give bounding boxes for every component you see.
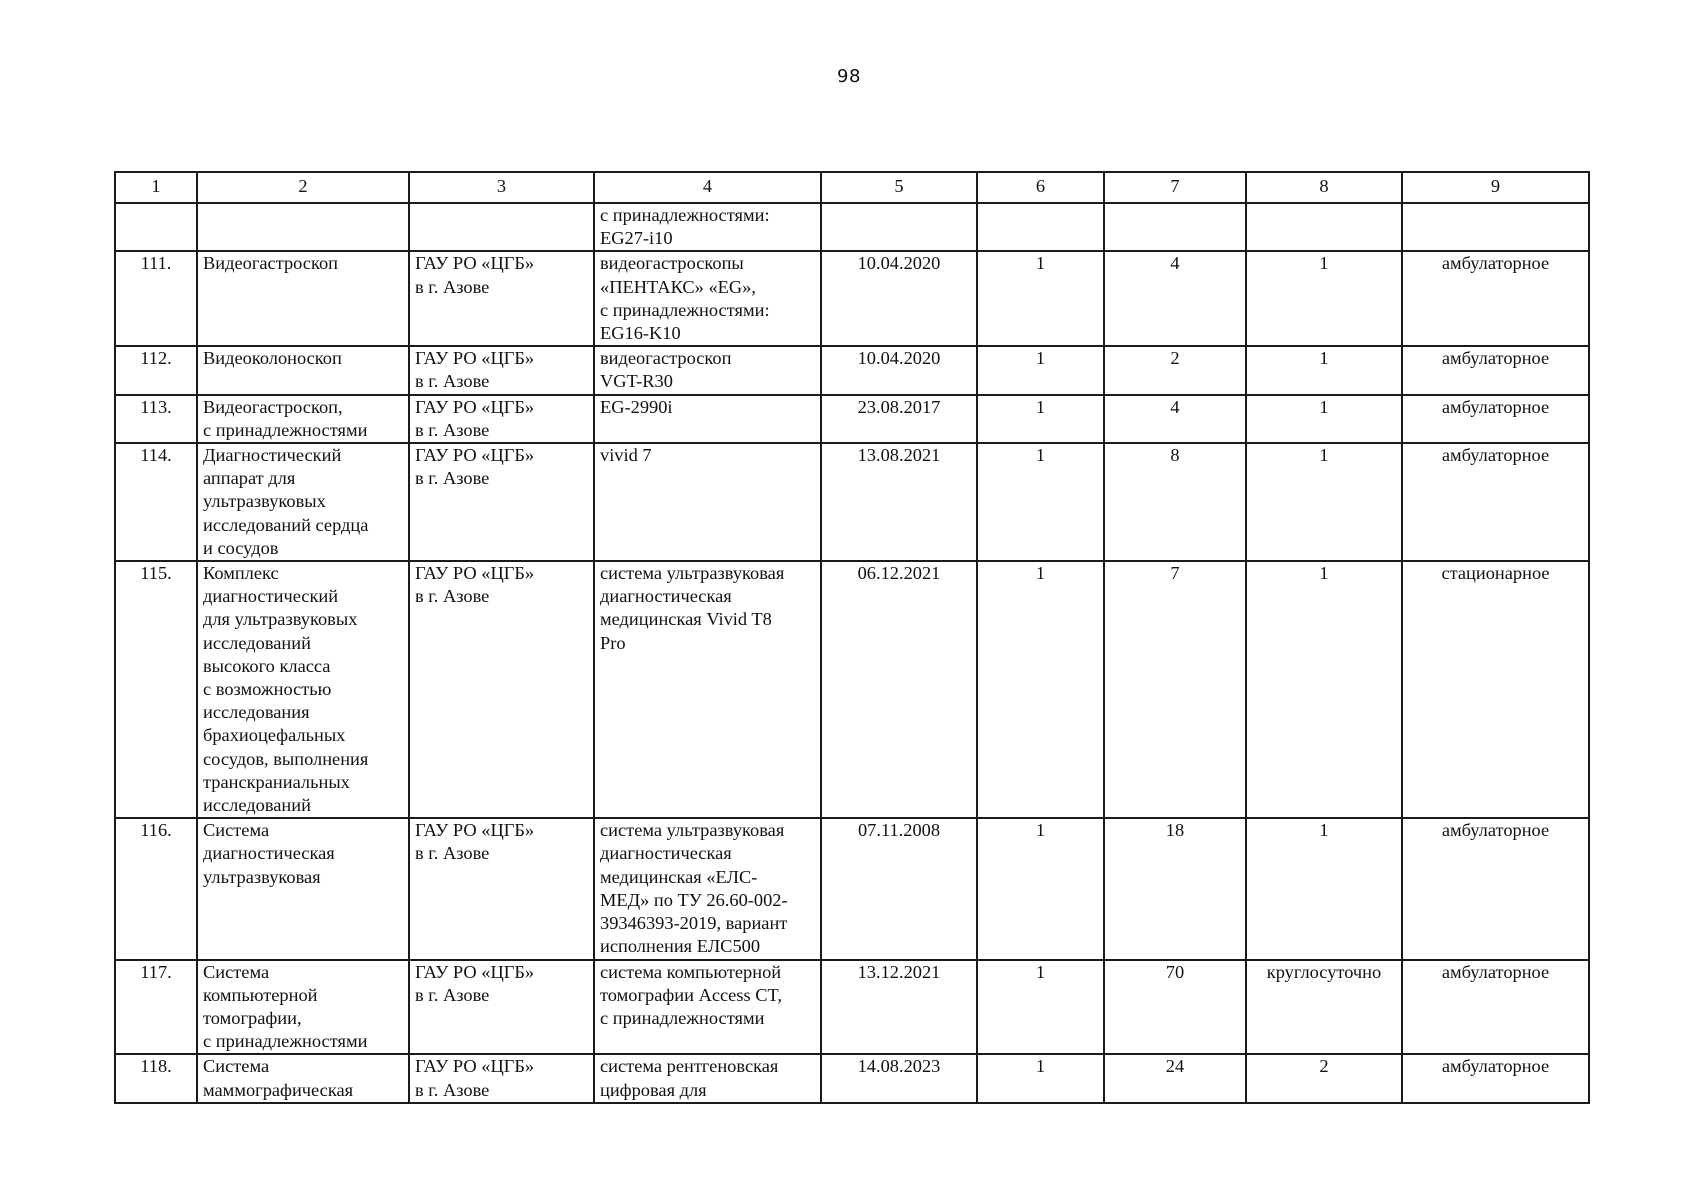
header-cell: 1 (115, 172, 197, 203)
quantity (977, 203, 1104, 251)
model-line: диагностическая (600, 586, 732, 607)
quantity: 1 (977, 1054, 1104, 1102)
organization-line: в г. Азове (415, 843, 490, 864)
model-line: с принадлежностями (600, 1007, 765, 1028)
row-number: 113. (115, 395, 197, 443)
care-mode: амбулаторное (1402, 395, 1589, 443)
service-years: 70 (1104, 960, 1246, 1055)
equipment-name-line: высокого класса (203, 655, 331, 676)
quantity: 1 (977, 960, 1104, 1055)
quantity: 1 (977, 395, 1104, 443)
model (594, 443, 821, 561)
equipment-name-line: Видеоколоноскоп (203, 348, 342, 369)
table-row (115, 251, 1589, 346)
organization (409, 346, 594, 394)
model-line: система ультразвуковая (600, 563, 785, 584)
equipment-name (197, 395, 409, 443)
row-number: 114. (115, 443, 197, 561)
model-line: система рентгеновская (600, 1056, 779, 1077)
model-line: медицинская «ЕЛС- (600, 866, 758, 887)
equipment-name-line: аппарат для (203, 468, 296, 489)
equipment-name (197, 203, 409, 251)
service-years: 2 (1104, 346, 1246, 394)
shift: 1 (1246, 346, 1402, 394)
service-years: 24 (1104, 1054, 1246, 1102)
quantity: 1 (977, 346, 1104, 394)
organization (409, 443, 594, 561)
service-years: 4 (1104, 395, 1246, 443)
equipment-name-line: Комплекс (203, 563, 279, 584)
shift: 1 (1246, 251, 1402, 346)
model-line: EG16-K10 (600, 323, 681, 344)
table-row (115, 443, 1589, 561)
equipment-name-line: исследований сердца (203, 514, 369, 535)
model-line: система ультразвуковая (600, 820, 785, 841)
organization-line: в г. Азове (415, 276, 490, 297)
service-years (1104, 203, 1246, 251)
header-cell: 7 (1104, 172, 1246, 203)
equipment-name-line: с принадлежностями (203, 419, 368, 440)
equipment-name-line: Диагностический (203, 445, 342, 466)
model-line: система компьютерной (600, 961, 782, 982)
organization-line: ГАУ РО «ЦГБ» (415, 1056, 535, 1077)
commission-date: 07.11.2008 (821, 818, 977, 959)
model-line: EG-2990i (600, 396, 673, 417)
organization (409, 1054, 594, 1102)
quantity: 1 (977, 818, 1104, 959)
organization-line: ГАУ РО «ЦГБ» (415, 396, 535, 417)
service-years: 18 (1104, 818, 1246, 959)
equipment-name (197, 1054, 409, 1102)
shift: 1 (1246, 443, 1402, 561)
equipment-name (197, 960, 409, 1055)
row-number: 116. (115, 818, 197, 959)
equipment-name (197, 561, 409, 818)
care-mode: амбулаторное (1402, 443, 1589, 561)
equipment-name-line: маммографическая (203, 1079, 354, 1100)
care-mode: амбулаторное (1402, 251, 1589, 346)
model (594, 1054, 821, 1102)
header-cell: 9 (1402, 172, 1589, 203)
model-line: диагностическая (600, 843, 732, 864)
row-number (115, 203, 197, 251)
organization-line: в г. Азове (415, 984, 490, 1005)
equipment-name-line: ультразвуковых (203, 491, 326, 512)
model-line: «ПЕНТАКС» «EG», (600, 276, 756, 297)
care-mode (1402, 203, 1589, 251)
equipment-name (197, 346, 409, 394)
organization (409, 203, 594, 251)
equipment-name-line: исследований (203, 632, 311, 653)
commission-date: 10.04.2020 (821, 251, 977, 346)
organization (409, 818, 594, 959)
table-row (115, 1054, 1589, 1102)
table-row (115, 346, 1589, 394)
organization (409, 561, 594, 818)
model-line: с принадлежностями: (600, 205, 770, 225)
service-years: 4 (1104, 251, 1246, 346)
quantity: 1 (977, 561, 1104, 818)
table-row (115, 561, 1589, 818)
commission-date: 14.08.2023 (821, 1054, 977, 1102)
organization (409, 395, 594, 443)
commission-date: 13.12.2021 (821, 960, 977, 1055)
commission-date: 13.08.2021 (821, 443, 977, 561)
model-line: исполнения ЕЛС500 (600, 936, 761, 957)
row-number: 117. (115, 960, 197, 1055)
shift: 1 (1246, 561, 1402, 818)
care-mode: амбулаторное (1402, 1054, 1589, 1102)
organization-line: ГАУ РО «ЦГБ» (415, 563, 535, 584)
shift: 1 (1246, 395, 1402, 443)
commission-date: 23.08.2017 (821, 395, 977, 443)
equipment-name-line: Видеогастроскоп, (203, 396, 343, 417)
commission-date: 06.12.2021 (821, 561, 977, 818)
header-cell: 5 (821, 172, 977, 203)
shift (1246, 203, 1402, 251)
equipment-name (197, 818, 409, 959)
model (594, 818, 821, 959)
model-line: EG27-i10 (600, 228, 673, 249)
organization-line: ГАУ РО «ЦГБ» (415, 820, 535, 841)
equipment-name-line: компьютерной (203, 984, 318, 1005)
service-years: 8 (1104, 443, 1246, 561)
header-cell: 4 (594, 172, 821, 203)
model-line: цифровая для (600, 1079, 707, 1100)
quantity: 1 (977, 443, 1104, 561)
equipment-name-line: исследований (203, 795, 311, 816)
organization-line: в г. Азове (415, 468, 490, 489)
header-cell: 2 (197, 172, 409, 203)
care-mode: амбулаторное (1402, 960, 1589, 1055)
table-row (115, 395, 1589, 443)
model (594, 561, 821, 818)
commission-date (821, 203, 977, 251)
equipment-name-line: брахиоцефальных (203, 725, 346, 746)
header-cell: 8 (1246, 172, 1402, 203)
service-years: 7 (1104, 561, 1246, 818)
row-number: 118. (115, 1054, 197, 1102)
care-mode: амбулаторное (1402, 818, 1589, 959)
table-header-row (115, 172, 1589, 203)
row-number: 112. (115, 346, 197, 394)
organization (409, 251, 594, 346)
equipment-name-line: Система (203, 1056, 270, 1077)
equipment-name (197, 251, 409, 346)
model-line: томографии Access CT, (600, 984, 782, 1005)
equipment-table (114, 171, 1590, 1104)
equipment-name-line: ультразвуковая (203, 866, 321, 887)
model (594, 395, 821, 443)
model (594, 251, 821, 346)
organization-line: в г. Азове (415, 419, 490, 440)
care-mode: стационарное (1402, 561, 1589, 818)
equipment-name-line: диагностический (203, 586, 339, 607)
header-cell: 3 (409, 172, 594, 203)
equipment-name (197, 443, 409, 561)
model-line: vivid 7 (600, 445, 652, 466)
table-row (115, 960, 1589, 1055)
model (594, 203, 821, 251)
equipment-name-line: диагностическая (203, 843, 335, 864)
model-line: видеогастроскопы (600, 253, 744, 274)
equipment-name-line: с принадлежностями (203, 1031, 368, 1052)
model-line: медицинская Vivid T8 (600, 609, 772, 630)
organization-line: ГАУ РО «ЦГБ» (415, 253, 535, 274)
table-row (115, 203, 1589, 251)
page-number: 98 (837, 66, 861, 87)
model-line: VGT-R30 (600, 371, 673, 392)
equipment-name-line: томографии, (203, 1007, 302, 1028)
organization-line: в г. Азове (415, 586, 490, 607)
equipment-name-line: Система (203, 961, 270, 982)
model (594, 346, 821, 394)
equipment-name-line: сосудов, выполнения (203, 748, 369, 769)
model-line: 39346393-2019, вариант (600, 913, 788, 934)
organization-line: в г. Азове (415, 1079, 490, 1100)
equipment-name-line: и сосудов (203, 537, 279, 558)
organization (409, 960, 594, 1055)
equipment-name-line: с возможностью (203, 679, 332, 700)
equipment-name-line: исследования (203, 702, 310, 723)
model-line: видеогастроскоп (600, 348, 732, 369)
model-line: МЕД» по ТУ 26.60-002- (600, 889, 788, 910)
organization-line: в г. Азове (415, 371, 490, 392)
quantity: 1 (977, 251, 1104, 346)
row-number: 111. (115, 251, 197, 346)
organization-line: ГАУ РО «ЦГБ» (415, 348, 535, 369)
header-cell: 6 (977, 172, 1104, 203)
model (594, 960, 821, 1055)
equipment-name-line: Система (203, 820, 270, 841)
model-line: Pro (600, 632, 626, 653)
equipment-name-line: для ультразвуковых (203, 609, 358, 630)
table-row (115, 818, 1589, 959)
row-number: 115. (115, 561, 197, 818)
care-mode: амбулаторное (1402, 346, 1589, 394)
equipment-name-line: транскраниальных (203, 771, 350, 792)
shift: круглосуточно (1246, 960, 1402, 1055)
commission-date: 10.04.2020 (821, 346, 977, 394)
organization-line: ГАУ РО «ЦГБ» (415, 445, 535, 466)
shift: 2 (1246, 1054, 1402, 1102)
equipment-name-line: Видеогастроскоп (203, 253, 339, 274)
shift: 1 (1246, 818, 1402, 959)
organization-line: ГАУ РО «ЦГБ» (415, 961, 535, 982)
model-line: с принадлежностями: (600, 299, 770, 320)
